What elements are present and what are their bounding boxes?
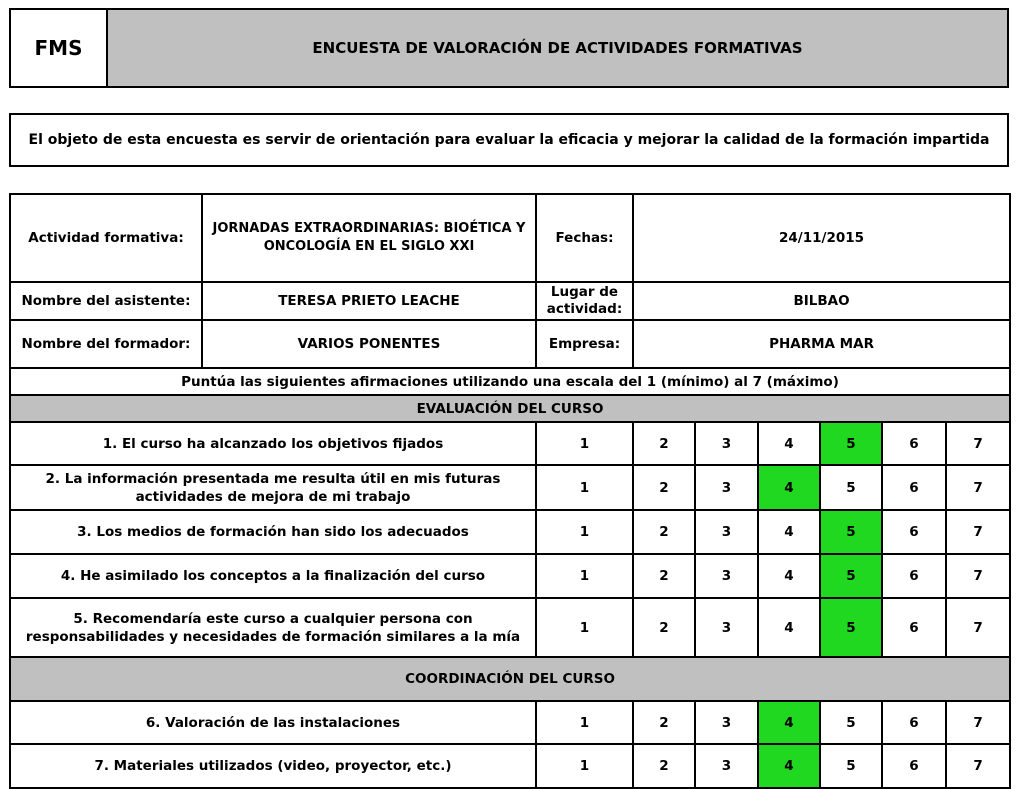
rating-option-1[interactable]: 1 — [536, 554, 633, 598]
dates-label: Fechas: — [536, 194, 633, 282]
rating-option-7[interactable]: 7 — [946, 598, 1010, 657]
rating-option-4[interactable]: 4 — [758, 744, 820, 788]
company-label: Empresa: — [536, 320, 633, 368]
rating-option-6[interactable]: 6 — [882, 422, 946, 465]
question-row — [10, 701, 1010, 744]
question-row — [10, 554, 1010, 598]
rating-option-3[interactable]: 3 — [695, 598, 758, 657]
rating-option-1[interactable]: 1 — [536, 465, 633, 510]
rating-option-6[interactable]: 6 — [882, 465, 946, 510]
rating-option-5[interactable]: 5 — [820, 598, 882, 657]
question-text: 6. Valoración de las instalaciones — [10, 701, 536, 744]
question-row — [10, 744, 1010, 788]
rating-option-3[interactable]: 3 — [695, 701, 758, 744]
rating-option-3[interactable]: 3 — [695, 465, 758, 510]
rating-option-1[interactable]: 1 — [536, 598, 633, 657]
rating-option-7[interactable]: 7 — [946, 422, 1010, 465]
rating-option-2[interactable]: 2 — [633, 701, 695, 744]
section-title: COORDINACIÓN DEL CURSO — [10, 657, 1010, 701]
rating-option-6[interactable]: 6 — [882, 744, 946, 788]
question-text: 2. La información presentada me resulta útil en mis futuras actividades de mejora de mi trabajo — [10, 465, 536, 510]
question-text: 1. El curso ha alcanzado los objetivos fijados — [10, 422, 536, 465]
attendee-value: TERESA PRIETO LEACHE — [202, 282, 536, 320]
rating-option-7[interactable]: 7 — [946, 701, 1010, 744]
rating-option-6[interactable]: 6 — [882, 701, 946, 744]
question-row — [10, 422, 1010, 465]
rating-option-2[interactable]: 2 — [633, 510, 695, 554]
rating-option-1[interactable]: 1 — [536, 744, 633, 788]
question-row — [10, 510, 1010, 554]
rating-option-6[interactable]: 6 — [882, 598, 946, 657]
rating-option-5[interactable]: 5 — [820, 510, 882, 554]
rating-option-7[interactable]: 7 — [946, 744, 1010, 788]
rating-option-7[interactable]: 7 — [946, 554, 1010, 598]
question-text: 7. Materiales utilizados (video, proyector, etc.) — [10, 744, 536, 788]
rating-option-5[interactable]: 5 — [820, 554, 882, 598]
company-value: PHARMA MAR — [633, 320, 1010, 368]
question-row — [10, 465, 1010, 510]
question-text: 5. Recomendaría este curso a cualquier persona con responsabilidades y necesidades de formación similares a la mía — [10, 598, 536, 657]
location-label: Lugar de actividad: — [536, 282, 633, 320]
attendee-label: Nombre del asistente: — [10, 282, 202, 320]
rating-option-5[interactable]: 5 — [820, 744, 882, 788]
rating-option-2[interactable]: 2 — [633, 744, 695, 788]
rating-option-6[interactable]: 6 — [882, 510, 946, 554]
rating-option-3[interactable]: 3 — [695, 422, 758, 465]
rating-option-3[interactable]: 3 — [695, 510, 758, 554]
scale-instruction: Puntúa las siguientes afirmaciones utilizando una escala del 1 (mínimo) al 7 (máximo) — [10, 368, 1010, 395]
rating-option-4[interactable]: 4 — [758, 465, 820, 510]
question-text: 4. He asimilado los conceptos a la finalización del curso — [10, 554, 536, 598]
rating-option-1[interactable]: 1 — [536, 510, 633, 554]
form-header — [9, 8, 1009, 88]
rating-option-4[interactable]: 4 — [758, 598, 820, 657]
rating-option-4[interactable]: 4 — [758, 554, 820, 598]
rating-option-4[interactable]: 4 — [758, 422, 820, 465]
intro-text: El objeto de esta encuesta es servir de orientación para evaluar la eficacia y mejorar la calidad de la formación impartida — [9, 113, 1009, 167]
rating-option-7[interactable]: 7 — [946, 510, 1010, 554]
location-value: BILBAO — [633, 282, 1010, 320]
rating-option-2[interactable]: 2 — [633, 598, 695, 657]
rating-option-5[interactable]: 5 — [820, 422, 882, 465]
rating-option-2[interactable]: 2 — [633, 422, 695, 465]
rating-option-1[interactable]: 1 — [536, 701, 633, 744]
rating-option-1[interactable]: 1 — [536, 422, 633, 465]
rating-option-5[interactable]: 5 — [820, 465, 882, 510]
rating-option-3[interactable]: 3 — [695, 554, 758, 598]
dates-value: 24/11/2015 — [633, 194, 1010, 282]
rating-option-6[interactable]: 6 — [882, 554, 946, 598]
rating-option-7[interactable]: 7 — [946, 465, 1010, 510]
rating-option-2[interactable]: 2 — [633, 465, 695, 510]
trainer-value: VARIOS PONENTES — [202, 320, 536, 368]
form-title: ENCUESTA DE VALORACIÓN DE ACTIVIDADES FORMATIVAS — [108, 10, 1007, 86]
activity-label: Actividad formativa: — [10, 194, 202, 282]
rating-option-3[interactable]: 3 — [695, 744, 758, 788]
rating-option-5[interactable]: 5 — [820, 701, 882, 744]
trainer-label: Nombre del formador: — [10, 320, 202, 368]
logo: FMS — [11, 10, 108, 86]
question-text: 3. Los medios de formación han sido los adecuados — [10, 510, 536, 554]
question-row — [10, 598, 1010, 657]
section-title: EVALUACIÓN DEL CURSO — [10, 395, 1010, 422]
rating-option-4[interactable]: 4 — [758, 701, 820, 744]
rating-option-4[interactable]: 4 — [758, 510, 820, 554]
rating-option-2[interactable]: 2 — [633, 554, 695, 598]
activity-value: JORNADAS EXTRAORDINARIAS: BIOÉTICA Y ONCOLOGÍA EN EL SIGLO XXI — [202, 194, 536, 282]
survey-table — [9, 193, 1011, 789]
